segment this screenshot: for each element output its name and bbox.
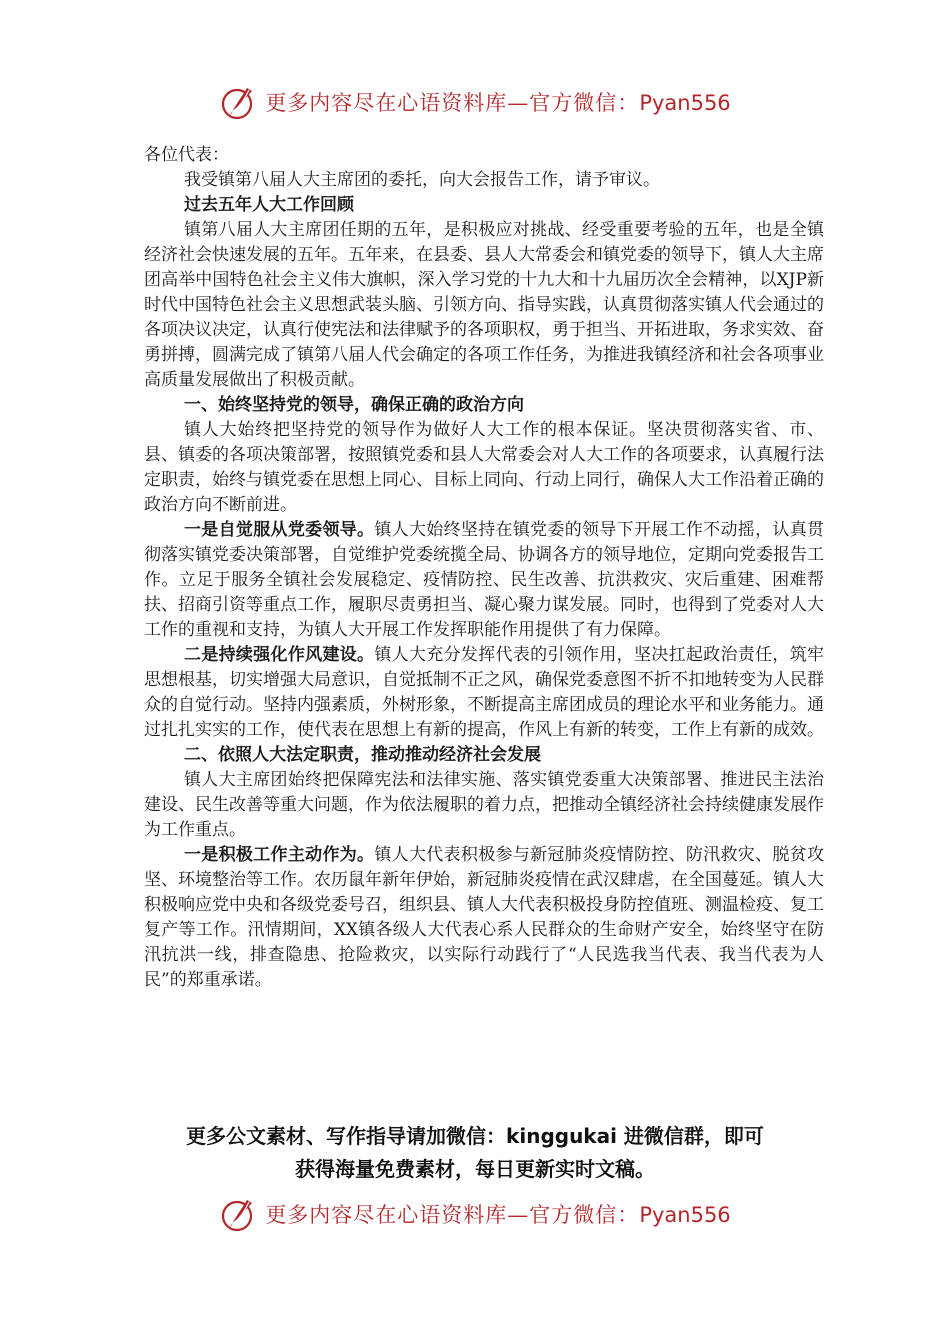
footer-banner xyxy=(0,1190,950,1238)
obey-party-paragraph xyxy=(144,518,824,643)
section-title: 过去五年人大工作回顾 xyxy=(184,195,354,215)
document-body xyxy=(144,143,824,993)
promo-line-2: 获得海量免费素材，每日更新实时文稿。 xyxy=(295,1157,655,1181)
header-banner xyxy=(0,78,950,126)
quill-pen-logo-icon xyxy=(219,82,259,122)
active-work-paragraph xyxy=(144,843,824,993)
style-building-paragraph xyxy=(144,643,824,743)
heading-one: 一、始终坚持党的领导，确保正确的政治方向 xyxy=(184,395,524,415)
obey-party-lead: 一是自觉服从党委领导。 xyxy=(184,520,375,540)
salutation: 各位代表： xyxy=(144,145,229,165)
promo-line-1: 更多公文素材、写作指导请加微信：kinggukai 进微信群，即可 xyxy=(186,1124,764,1148)
party-leadership-paragraph: 镇人大始终把坚持党的领导作为做好人大工作的根本保证。坚决贯彻落实省、市、县、镇委的各项决策部署，按照镇党委和县人大常委会对人大工作的各项要求，认真履行法定职责，始终与镇党委在思想上同心、目标上同向、行动上同行，确保人大工作沿着正确的政治方向不断前进。 xyxy=(144,420,824,515)
obey-party-text: 镇人大始终坚持在镇党委的领导下开展工作不动摇，认真贯彻落实镇党委决策部署，自觉维护党委统揽全局、协调各方的领导地位，定期向党委报告工作。立足于服务全镇社会发展稳定、疫情防控、民生改善、抗洪救灾、灾后重建、困难帮扶、招商引资等重点工作，履职尽责勇担当、凝心聚力谋发展。同时，也得到了党委对人大工作的重视和支持，为镇人大开展工作发挥职能作用提供了有力保障。 xyxy=(144,520,825,640)
banner-wechat-id: Pyan556 xyxy=(639,91,731,115)
heading-two: 二、依照人大法定职责，推动推动经济社会发展 xyxy=(184,745,541,765)
duties-paragraph: 镇人大主席团始终把保障宪法和法律实施、落实镇党委重大决策部署、推进民主法治建设、民生改善等重大问题，作为依法履职的着力点，把推动全镇经济社会持续健康发展作为工作重点。 xyxy=(144,770,824,840)
intro-paragraph: 我受镇第八届人大主席团的委托，向大会报告工作，请予审议。 xyxy=(184,170,660,190)
style-building-lead: 二是持续强化作风建设。 xyxy=(184,645,375,665)
banner-wechat-id: Pyan556 xyxy=(639,1203,731,1227)
style-building-text: 镇人大充分发挥代表的引领作用，坚决扛起政治责任，筑牢思想根基，切实增强大局意识，自觉抵制不正之风，确保党委意图不折不扣地转变为人民群众的自觉行动。坚持内强素质，外树形象，不断提高主席团成员的理论水平和业务能力。通过扎扎实实的工作，使代表在思想上有新的提高，作风上有新的转变，工作上有新的成效。 xyxy=(144,645,825,740)
banner-text: 更多内容尽在心语资料库—官方微信：Pyan556 xyxy=(265,1203,731,1227)
promo-notice xyxy=(100,1120,850,1186)
review-paragraph: 镇第八届人大主席团任期的五年，是积极应对挑战、经受重要考验的五年，也是全镇经济社会快速发展的五年。五年来，在县委、县人大常委会和镇党委的领导下，镇人大主席团高举中国特色社会主义伟大旗帜，深入学习党的十九大和十九届历次全会精神，以XJP新时代中国特色社会主义思想武装头脑、引领方向、指导实践，认真贯彻落实镇人代会通过的各项决议决定，认真行使宪法和法律赋予的各项职权，勇于担当、开拓进取，务求实效、奋勇拼搏，圆满完成了镇第八届人代会确定的各项工作任务，为推进我镇经济和社会各项事业高质量发展做出了积极贡献。 xyxy=(144,220,824,390)
banner-text: 更多内容尽在心语资料库—官方微信：Pyan556 xyxy=(265,91,731,115)
quill-pen-logo-icon xyxy=(219,1194,259,1234)
active-work-lead: 一是积极工作主动作为。 xyxy=(184,845,375,865)
active-work-text: 镇人大代表积极参与新冠肺炎疫情防控、防汛救灾、脱贫攻坚、环境整治等工作。农历鼠年新年伊始，新冠肺炎疫情在武汉肆虐，在全国蔓延。镇人大积极响应党中央和各级党委号召，组织县、镇人大代表积极投身防控值班、测温检疫、复工复产等工作。汛情期间，XX镇各级人大代表心系人民群众的生命财产安全，始终坚守在防汛抗洪一线，排查隐患、抢险救灾，以实际行动践行了“人民选我当代表、我当代表为人民”的郑重承诺。 xyxy=(144,845,825,990)
